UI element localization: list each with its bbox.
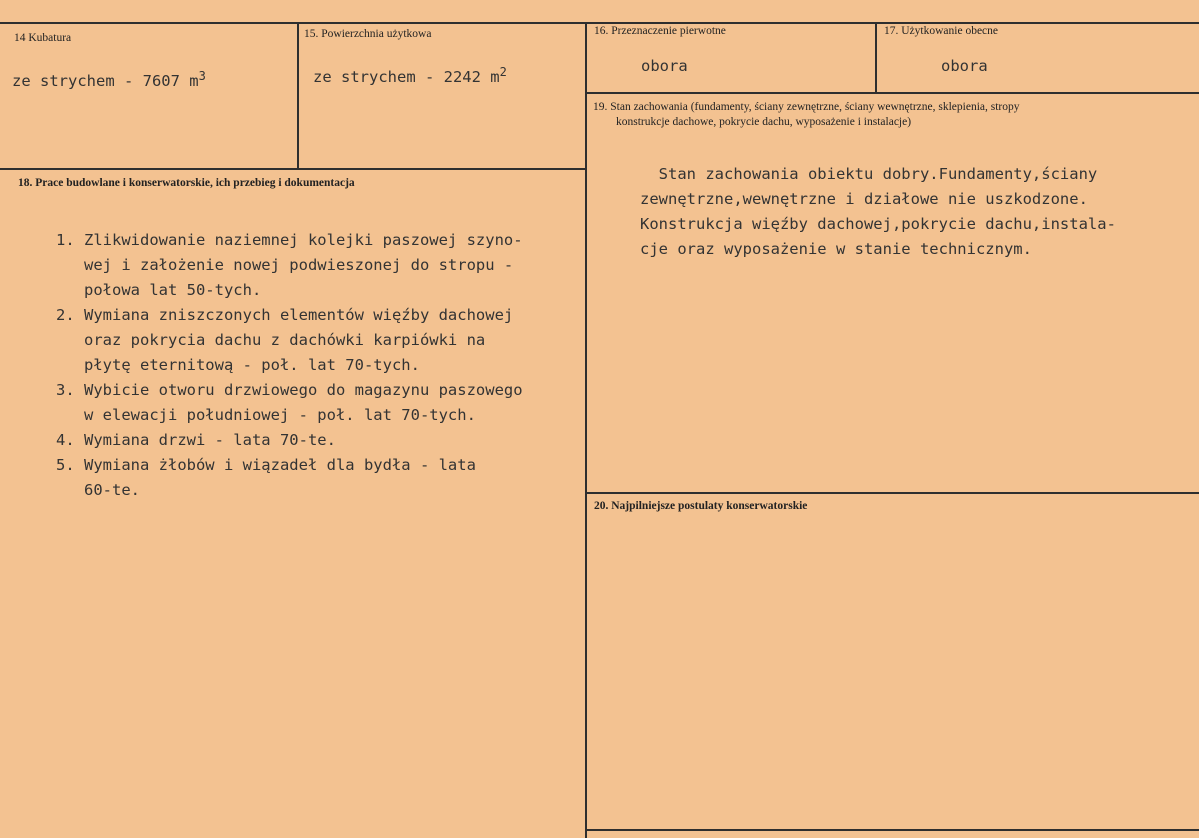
field-19-label-line1: 19. Stan zachowania (fundamenty, ściany zewnętrzne, ściany wewnętrzne, sklepienia, stropy [593, 101, 1020, 113]
field-14-value [12, 68, 206, 90]
divider-16-17 [875, 22, 877, 92]
list-item: połowa lat 50-tych. [56, 281, 262, 299]
list-item: 2. Wymiana zniszczonych elementów więźby dachowej [56, 306, 514, 324]
field-18-label: 18. Prace budowlane i konserwatorskie, ich przebieg i dokumentacja [18, 177, 355, 189]
field-14-value-text: ze strychem - 7607 m [12, 72, 199, 90]
bottom-line-right [585, 829, 1199, 831]
field-17-label: 17. Użytkowanie obecne [884, 25, 999, 37]
list-item: 1. Zlikwidowanie naziemnej kolejki paszowej szyno- [56, 231, 523, 249]
list-item: w elewacji południowej - poł. lat 70-tych. [56, 406, 476, 424]
field-15-label: 15. Powierzchnia użytkowa [304, 28, 432, 40]
field-19-line: zewnętrzne,wewnętrzne i działowe nie uszkodzone. [640, 190, 1088, 208]
field-19-line: Konstrukcja więźby dachowej,pokrycie dachu,instala- [640, 215, 1116, 233]
field-19-line: cje oraz wyposażenie w stanie technicznym. [640, 240, 1032, 258]
list-item: 60-te. [56, 481, 140, 499]
field-19-line: Stan zachowania obiektu dobry.Fundamenty,ściany [640, 165, 1098, 183]
divider-main-vertical [585, 22, 587, 838]
list-item: 3. Wybicie otworu drzwiowego do magazynu paszowego [56, 381, 523, 399]
field-20-label: 20. Najpilniejsze postulaty konserwatorskie [594, 500, 808, 512]
field-19-label [593, 100, 1020, 130]
field-15-value [313, 64, 507, 86]
list-item: oraz pokrycia dachu z dachówki karpiówki na [56, 331, 486, 349]
field-14-label: 14 Kubatura [14, 32, 72, 44]
list-item: 4. Wymiana drzwi - lata 70-te. [56, 431, 336, 449]
divider-row-19-20 [585, 492, 1199, 494]
field-16-value: obora [641, 57, 688, 75]
divider-row-14-18 [0, 168, 587, 170]
field-19-text [640, 162, 1116, 262]
field-14-value-sup: 3 [198, 68, 206, 83]
field-15-value-text: ze strychem - 2242 m [313, 68, 500, 86]
divider-14-15 [297, 22, 299, 168]
field-16-label: 16. Przeznaczenie pierwotne [594, 25, 726, 37]
field-18-list [56, 228, 523, 503]
field-19-label-line2: konstrukcje dachowe, pokrycie dachu, wyposażenie i instalacje) [616, 116, 912, 128]
field-17-value: obora [941, 57, 988, 75]
list-item: 5. Wymiana żłobów i wiązadeł dla bydła - lata [56, 456, 476, 474]
field-15-value-sup: 2 [499, 64, 507, 79]
list-item: płytę eternitową - poł. lat 70-tych. [56, 356, 420, 374]
divider-row-16-19 [585, 92, 1199, 94]
list-item: wej i założenie nowej podwieszonej do stropu - [56, 256, 514, 274]
